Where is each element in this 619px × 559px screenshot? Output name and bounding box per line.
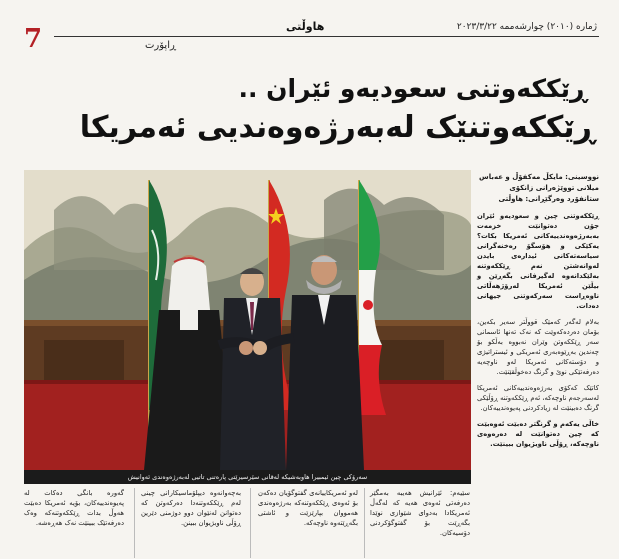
header-rule xyxy=(54,36,599,37)
photo-illustration xyxy=(24,170,471,470)
bottom-column-3: بەچەوانەوە دیپلۆماسیکارانی چینی لەم ڕێککەوتنەدا دەرکەوتن کە دەتوانن لەنێوان دوو دوژمنی دێرین ڕۆڵی ناوبژیوان ببینن. xyxy=(141,489,241,527)
column-divider xyxy=(250,488,251,558)
column-divider xyxy=(364,488,365,558)
paragraph: خاڵی یەکەم و گرنگتر دەبێت ئەوەبێت کە چین دەتوانێت لە دەرەوەی ناوچەکە، ڕۆڵی ناوبژیوان ببینێت. xyxy=(477,420,599,448)
right-text-column xyxy=(477,172,599,455)
photo-caption: سەرۆکی چین ئیمبیرا هاوبەشیکە لەقانی سێرسیرێتی پارەتنی تاتیی لەبەرژەوەندی ئەوانیش xyxy=(24,470,471,484)
newspaper-brand: هاوڵتی xyxy=(286,20,325,33)
article-byline: نووسینی: مایکڵ مەکفۆڵ و عەباس میلانی تووێژەرانی زانکۆی ستانفۆرد وەرگێڕانی: هاوڵتی xyxy=(479,173,599,203)
column-divider xyxy=(134,488,135,558)
article-headline xyxy=(35,72,595,148)
article-photo xyxy=(24,170,471,470)
bottom-column-1: سێیەم: ئێرانیش هەیبە بەمگێر دەرفەتی ئەوەی هەیە کە لەگەڵ ئەمریکادا بەدوای شێوازی نوێدا بگەڕێت بۆ گفتوگۆکردنی دۆسیەکان. xyxy=(370,489,470,537)
bottom-column-2: لەو ئەمریکاییانەی گفتوگۆیان دەکەن بۆ ئەوەی ڕێککەوتنەکە بەرژەوەندی هەمووان بپارێزێت و ئاشتی بگەڕێتەوە ناوچەکە. xyxy=(258,489,358,527)
paragraph: کاتێک کەکۆی بەرژەوەندییەکانی ئەمریکا لەسەرجەم ناوچەکە، ئەم ڕێککەوتنە ڕۆڵێکی گرنگ دەبینێت لە زیادکردنی پەیوەندییەکان. xyxy=(477,384,599,412)
headline-line-1: ڕێککەوتنی سعودیەو ئێران .. xyxy=(238,74,587,103)
paragraph: بەلام لەگەر کەمێک قووڵتر سەیر بکەین، بۆمان دەردەکەوێت کە نەک تەنها ئاسمانی سەر ڕێککەوتن وێران نەبووە بەڵکو بۆ چەندین بەڕێوەبەری ئەمریکی و ئیستراتیژی و دۆستەکانی ئەمریکا لەو ناوچەیە دەرفەتێکی نوێ و گرنگ دەخوڵقێنێت. xyxy=(477,318,599,376)
headline-line-2: ڕێککەوتنێک لەبەرژەوەندیی ئەمریکا xyxy=(79,110,595,145)
issue-date: ژمارە (٢٠١٠) چوارشەممە ٢٠٢٣/٣/٢٢ xyxy=(456,22,597,32)
paragraph: ڕێککەوتنی چین و سعودیەو ئێران جۆن دەتوانێت خزمەت بەبەرژەوەندییەکانی ئەمریکا بکات؟ یەکێکی و هۆسگۆ رەخنەگرانی سیاسەتەکانی ئیدارەی بایدن لەوانەشتن نەم ڕێککەوتنە بەلێکدانەوە لەگیرفانی بگەڕێن و بیڵێن ئەمریکا لەرۆژهەڵاتی ناوەڕاست سەرکەوتنی جیهانی دەدات. xyxy=(477,212,599,310)
section-label: ڕاپۆرت xyxy=(145,40,177,51)
page-number: 7 xyxy=(24,24,43,54)
bottom-column-4: گەورە بانگی دەکات لە پەیوەندییەکان، بۆیە ئەمریکا دەبێت هەوڵ بدات ڕێککەوتنەکە وەک دەرفەتێک ببینێت نەک هەڕەشە. xyxy=(24,489,124,527)
